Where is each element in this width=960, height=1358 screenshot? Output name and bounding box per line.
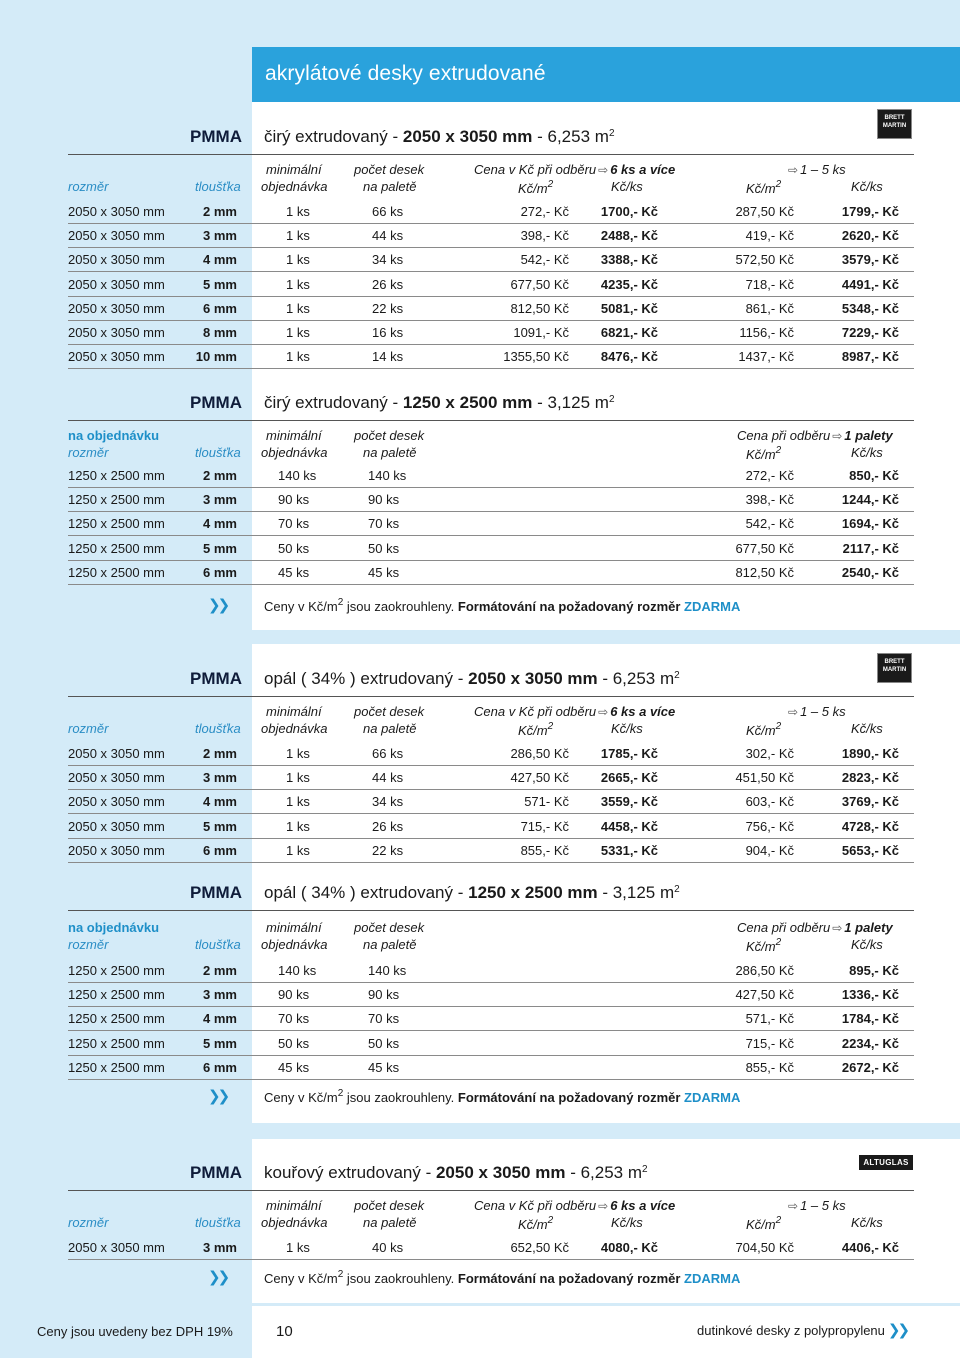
table-cell: 1784,- Kč — [841, 1011, 899, 1027]
table-row — [68, 982, 914, 1007]
table-cell: 4235,- Kč — [600, 276, 658, 292]
table-cell: 70 ks — [278, 516, 310, 532]
top-band — [252, 0, 960, 47]
table-cell: 5 mm — [203, 540, 237, 556]
table-cell: 2 mm — [203, 468, 237, 483]
table-cell: 398,- Kč — [520, 228, 569, 244]
table-cell: 1250 x 2500 mm — [68, 987, 165, 1003]
table-cell: 3 mm — [203, 228, 237, 244]
section-header — [68, 1160, 914, 1191]
next-page-link[interactable]: dutinkové desky z polypropylenu ❯❯ — [697, 1322, 908, 1339]
table-cell: 2050 x 3050 mm — [68, 842, 165, 858]
table-cell: 2488,- Kč — [600, 228, 658, 244]
table-cell: 5331,- Kč — [600, 842, 658, 858]
table-cell: 4 mm — [203, 516, 237, 532]
table-cell: 895,- Kč — [849, 963, 899, 978]
table-cell: 5348,- Kč — [841, 300, 899, 316]
column-header: na objednávku minimální počet desek Cena při odběru ⇨ 1 palety rozměr tloušťka objednávka na paletě $Kč/m^2$ Kč/ks — [68, 920, 893, 954]
table-cell: 8987,- Kč — [841, 349, 899, 365]
table-cell: 652,50 Kč — [510, 1240, 569, 1255]
table-cell: 5 mm — [203, 276, 237, 292]
table-cell: 1250 x 2500 mm — [68, 516, 165, 532]
table-cell: 715,- Kč — [745, 1035, 794, 1051]
double-chevron-icon: ❯❯ — [208, 1269, 228, 1286]
table-cell: 2050 x 3050 mm — [68, 1240, 165, 1255]
section-desc: čirý extrudovaný - 2050 x 3050 mm - 6,253 $m^2$ — [264, 127, 615, 146]
table-cell: 14 ks — [372, 349, 404, 365]
table-cell: 1 ks — [286, 325, 310, 340]
table-cell: 272,- Kč — [745, 468, 794, 483]
outline-arrow-icon: ⇨ — [598, 705, 609, 719]
table-cell: 22 ks — [372, 842, 404, 858]
table-cell: 70 ks — [368, 516, 400, 532]
table-cell: 90 ks — [368, 987, 400, 1003]
pmma-label: PMMA — [190, 1163, 242, 1182]
table-cell: 1 ks — [286, 228, 310, 244]
section-header — [68, 880, 914, 911]
table-cell: 1244,- Kč — [841, 492, 899, 508]
table-cell: 1250 x 2500 mm — [68, 1035, 165, 1051]
table-cell: 10 mm — [195, 349, 237, 365]
table-cell: 4 mm — [203, 1011, 237, 1027]
footer-divider — [0, 1303, 960, 1306]
table-cell: 4458,- Kč — [600, 818, 658, 834]
table-cell: 45 ks — [368, 1059, 400, 1075]
table-cell: 1694,- Kč — [841, 516, 899, 532]
table-cell: 2050 x 3050 mm — [68, 349, 165, 365]
table-cell: 4406,- Kč — [841, 1240, 899, 1255]
table-cell: 2672,- Kč — [841, 1059, 899, 1075]
table-row — [68, 247, 914, 272]
table-cell: 90 ks — [278, 987, 310, 1003]
table-row — [68, 1055, 914, 1080]
table-cell: 1 ks — [286, 349, 310, 365]
table-cell: 50 ks — [368, 540, 400, 556]
table-cell: 1250 x 2500 mm — [68, 492, 165, 508]
table-row — [68, 487, 914, 512]
table-cell: 1250 x 2500 mm — [68, 468, 165, 483]
table-cell: 66 ks — [372, 204, 404, 219]
table-cell: 855,- Kč — [520, 842, 569, 858]
table-cell: 3769,- Kč — [841, 794, 899, 810]
table-cell: 571- Kč — [524, 794, 569, 810]
brett-martin-logo: BRETT MARTIN — [877, 109, 912, 139]
table-cell: 44 ks — [372, 228, 404, 244]
section-desc: opál ( 34% ) extrudovaný - 2050 x 3050 mm - 6,253 $m^2$ — [264, 669, 680, 688]
double-chevron-icon: ❯❯ — [887, 1322, 908, 1339]
table-row — [68, 958, 914, 983]
table-cell: 398,- Kč — [745, 492, 794, 508]
outline-arrow-icon: ⇨ — [598, 163, 609, 177]
table-cell: 1336,- Kč — [841, 987, 899, 1003]
table-cell: 1 ks — [286, 204, 310, 219]
table-cell: 1 ks — [286, 842, 310, 858]
table-row — [68, 838, 914, 863]
table-cell: 45 ks — [368, 564, 400, 580]
section-divider — [0, 630, 960, 644]
table-cell: 3 mm — [203, 1240, 237, 1255]
pmma-label: PMMA — [190, 669, 242, 688]
table-cell: 1250 x 2500 mm — [68, 564, 165, 580]
table-cell: 571,- Kč — [745, 1011, 794, 1027]
table-cell: 1785,- Kč — [600, 746, 658, 761]
table-cell: 5 mm — [203, 818, 237, 834]
table-cell: 2 mm — [203, 963, 237, 978]
table-row — [68, 1031, 914, 1056]
table-cell: 427,50 Kč — [510, 770, 569, 786]
table-cell: 451,50 Kč — [735, 770, 794, 786]
title-bar — [252, 47, 960, 102]
table-cell: 66 ks — [372, 746, 404, 761]
table-row — [68, 511, 914, 536]
pmma-label: PMMA — [190, 127, 242, 146]
table-cell: 1890,- Kč — [841, 746, 899, 761]
table-cell: 718,- Kč — [745, 276, 794, 292]
section-header — [68, 124, 914, 155]
table-cell: 1250 x 2500 mm — [68, 1011, 165, 1027]
table-cell: 1250 x 2500 mm — [68, 1059, 165, 1075]
section-desc: kouřový extrudovaný - 2050 x 3050 mm - 6,253 $m^2$ — [264, 1163, 648, 1182]
brett-martin-logo: BRETT MARTIN — [877, 653, 912, 683]
table-cell: 812,50 Kč — [510, 300, 569, 316]
table-cell: 2620,- Kč — [841, 228, 899, 244]
column-header: minimální počet desek Cena v Kč při odběru ⇨ 6 ks a více ⇨ 1 – 5 ks rozměr tloušťka objednávka na paletě $Kč/m^2$ Kč/ks $Kč/m^2$ Kč/ks — [68, 704, 883, 738]
outline-arrow-icon: ⇨ — [788, 705, 799, 719]
table-cell: 2050 x 3050 mm — [68, 228, 165, 244]
table-cell: 140 ks — [278, 963, 317, 978]
table-cell: 70 ks — [278, 1011, 310, 1027]
outline-arrow-icon: ⇨ — [598, 1199, 609, 1213]
table-row — [68, 741, 914, 766]
column-header: minimální počet desek Cena v Kč při odběru ⇨ 6 ks a více ⇨ 1 – 5 ks rozměr tloušťka objednávka na paletě $Kč/m^2$ Kč/ks $Kč/m^2$ Kč/ks — [68, 1198, 883, 1232]
table-cell: 90 ks — [278, 492, 310, 508]
table-cell: 572,50 Kč — [735, 252, 794, 268]
table-cell: 2050 x 3050 mm — [68, 276, 165, 292]
table-cell: 272,- Kč — [520, 204, 569, 219]
table-cell: 2050 x 3050 mm — [68, 252, 165, 268]
table-cell: 90 ks — [368, 492, 400, 508]
section-divider — [0, 1123, 960, 1139]
table-cell: 1 ks — [286, 1240, 310, 1255]
table-cell: 3 mm — [203, 492, 237, 508]
table-cell: 8476,- Kč — [600, 349, 658, 365]
table-cell: 427,50 Kč — [735, 987, 794, 1003]
table-cell: 4080,- Kč — [600, 1240, 658, 1255]
table-cell: 4728,- Kč — [841, 818, 899, 834]
double-chevron-icon: ❯❯ — [208, 597, 228, 614]
table-cell: 850,- Kč — [849, 468, 899, 483]
table-cell: 22 ks — [372, 300, 404, 316]
table-cell: 34 ks — [372, 794, 404, 810]
table-row — [68, 344, 914, 369]
table-cell: 2823,- Kč — [841, 770, 899, 786]
table-cell: 5 mm — [203, 1035, 237, 1051]
table-cell: 1700,- Kč — [600, 204, 658, 219]
table-cell: 70 ks — [368, 1011, 400, 1027]
table-cell: 6 mm — [203, 564, 237, 580]
table-cell: 3388,- Kč — [600, 252, 658, 268]
pmma-label: PMMA — [190, 393, 242, 412]
table-cell: 812,50 Kč — [735, 564, 794, 580]
table-cell: 5081,- Kč — [600, 300, 658, 316]
table-cell: 50 ks — [278, 540, 310, 556]
table-cell: 2050 x 3050 mm — [68, 300, 165, 316]
table-cell: 904,- Kč — [745, 842, 794, 858]
table-row — [68, 272, 914, 297]
table-cell: 542,- Kč — [520, 252, 569, 268]
table-cell: 26 ks — [372, 818, 404, 834]
table-cell: 3559,- Kč — [600, 794, 658, 810]
table-cell: 677,50 Kč — [510, 276, 569, 292]
table-row — [68, 1006, 914, 1031]
table-cell: 1 ks — [286, 252, 310, 268]
table-cell: 6 mm — [203, 842, 237, 858]
section-header — [68, 666, 914, 697]
table-row — [68, 199, 914, 224]
table-cell: 1437,- Kč — [738, 349, 794, 365]
table-cell: 1355,50 Kč — [503, 349, 569, 365]
table-cell: 1799,- Kč — [841, 204, 899, 219]
table-cell: 45 ks — [278, 564, 310, 580]
table-cell: 1 ks — [286, 746, 310, 761]
table-row — [68, 296, 914, 321]
table-row — [68, 463, 914, 488]
table-row — [68, 765, 914, 790]
table-cell: 140 ks — [278, 468, 317, 483]
table-row — [68, 536, 914, 561]
outline-arrow-icon: ⇨ — [788, 163, 799, 177]
table-cell: 2234,- Kč — [841, 1035, 899, 1051]
outline-arrow-icon: ⇨ — [832, 921, 843, 935]
table-cell: 16 ks — [372, 325, 404, 340]
table-cell: 756,- Kč — [745, 818, 794, 834]
table-cell: 1 ks — [286, 300, 310, 316]
pmma-label: PMMA — [190, 883, 242, 902]
table-cell: 715,- Kč — [520, 818, 569, 834]
table-cell: 1250 x 2500 mm — [68, 963, 165, 978]
table-cell: 1 ks — [286, 770, 310, 786]
table-cell: 45 ks — [278, 1059, 310, 1075]
table-cell: 2117,- Kč — [842, 540, 899, 556]
altuglas-logo: ALTUGLAS — [859, 1155, 913, 1170]
section-header — [68, 390, 914, 421]
table-cell: 6821,- Kč — [600, 325, 658, 340]
double-chevron-icon: ❯❯ — [208, 1088, 228, 1105]
table-cell: 2050 x 3050 mm — [68, 204, 165, 219]
table-cell: 542,- Kč — [745, 516, 794, 532]
table-row — [68, 814, 914, 839]
table-cell: 287,50 Kč — [735, 204, 794, 219]
column-header: na objednávku minimální počet desek Cena při odběru ⇨ 1 palety rozměr tloušťka objednávka na paletě $Kč/m^2$ Kč/ks — [68, 428, 893, 462]
outline-arrow-icon: ⇨ — [832, 429, 843, 443]
table-row — [68, 1235, 914, 1260]
outline-arrow-icon: ⇨ — [788, 1199, 799, 1213]
table-cell: 2050 x 3050 mm — [68, 770, 165, 786]
table-cell: 2540,- Kč — [841, 564, 899, 580]
table-cell: 677,50 Kč — [735, 540, 794, 556]
table-cell: 44 ks — [372, 770, 404, 786]
section-desc: opál ( 34% ) extrudovaný - 1250 x 2500 mm - 3,125 $m^2$ — [264, 883, 680, 902]
table-cell: 3579,- Kč — [841, 252, 899, 268]
table-cell: 2050 x 3050 mm — [68, 818, 165, 834]
table-row — [68, 223, 914, 248]
table-cell: 419,- Kč — [745, 228, 794, 244]
table-cell: 4 mm — [203, 794, 237, 810]
table-cell: 8 mm — [203, 325, 237, 340]
column-header: minimální počet desek Cena v Kč při odběru ⇨ 6 ks a více ⇨ 1 – 5 ks rozměr tloušťka objednávka na paletě $Kč/m^2$ Kč/ks $Kč/m^2$ Kč/ks — [68, 162, 883, 196]
table-cell: 5653,- Kč — [841, 842, 899, 858]
page-title: akrylátové desky extrudované — [265, 62, 546, 85]
table-row — [68, 560, 914, 585]
table-cell: 34 ks — [372, 252, 404, 268]
table-cell: 302,- Kč — [745, 746, 794, 761]
table-cell: 2050 x 3050 mm — [68, 325, 165, 340]
table-cell: 7229,- Kč — [841, 325, 899, 340]
table-cell: 4491,- Kč — [841, 276, 899, 292]
table-cell: 704,50 Kč — [735, 1240, 794, 1255]
table-cell: 2050 x 3050 mm — [68, 794, 165, 810]
table-cell: 1156,- Kč — [739, 325, 794, 340]
table-cell: 286,50 Kč — [510, 746, 569, 761]
table-cell: 6 mm — [203, 1059, 237, 1075]
table-cell: 140 ks — [368, 468, 407, 483]
table-cell: 3 mm — [203, 987, 237, 1003]
table-cell: 50 ks — [368, 1035, 400, 1051]
table-cell: 140 ks — [368, 963, 407, 978]
table-cell: 3 mm — [203, 770, 237, 786]
section-desc: čirý extrudovaný - 1250 x 2500 mm - 3,125 $m^2$ — [264, 393, 615, 412]
table-cell: 861,- Kč — [745, 300, 794, 316]
table-cell: 40 ks — [372, 1240, 404, 1255]
table-row — [68, 320, 914, 345]
table-cell: 1 ks — [286, 276, 310, 292]
table-cell: 2 mm — [203, 204, 237, 219]
table-cell: 855,- Kč — [745, 1059, 794, 1075]
table-row — [68, 789, 914, 814]
table-cell: 26 ks — [372, 276, 404, 292]
table-cell: 1 ks — [286, 818, 310, 834]
table-cell: 4 mm — [203, 252, 237, 268]
table-cell: 2050 x 3050 mm — [68, 746, 165, 761]
vat-note: Ceny jsou uvedeny bez DPH 19% — [37, 1324, 233, 1339]
page-number: 10 — [276, 1323, 293, 1340]
table-cell: 1091,- Kč — [513, 325, 569, 340]
table-cell: 1 ks — [286, 794, 310, 810]
table-cell: 50 ks — [278, 1035, 310, 1051]
table-cell: 603,- Kč — [745, 794, 794, 810]
table-cell: 6 mm — [203, 300, 237, 316]
table-cell: 1250 x 2500 mm — [68, 540, 165, 556]
table-cell: 2665,- Kč — [600, 770, 658, 786]
table-cell: 286,50 Kč — [735, 963, 794, 978]
table-cell: 2 mm — [203, 746, 237, 761]
